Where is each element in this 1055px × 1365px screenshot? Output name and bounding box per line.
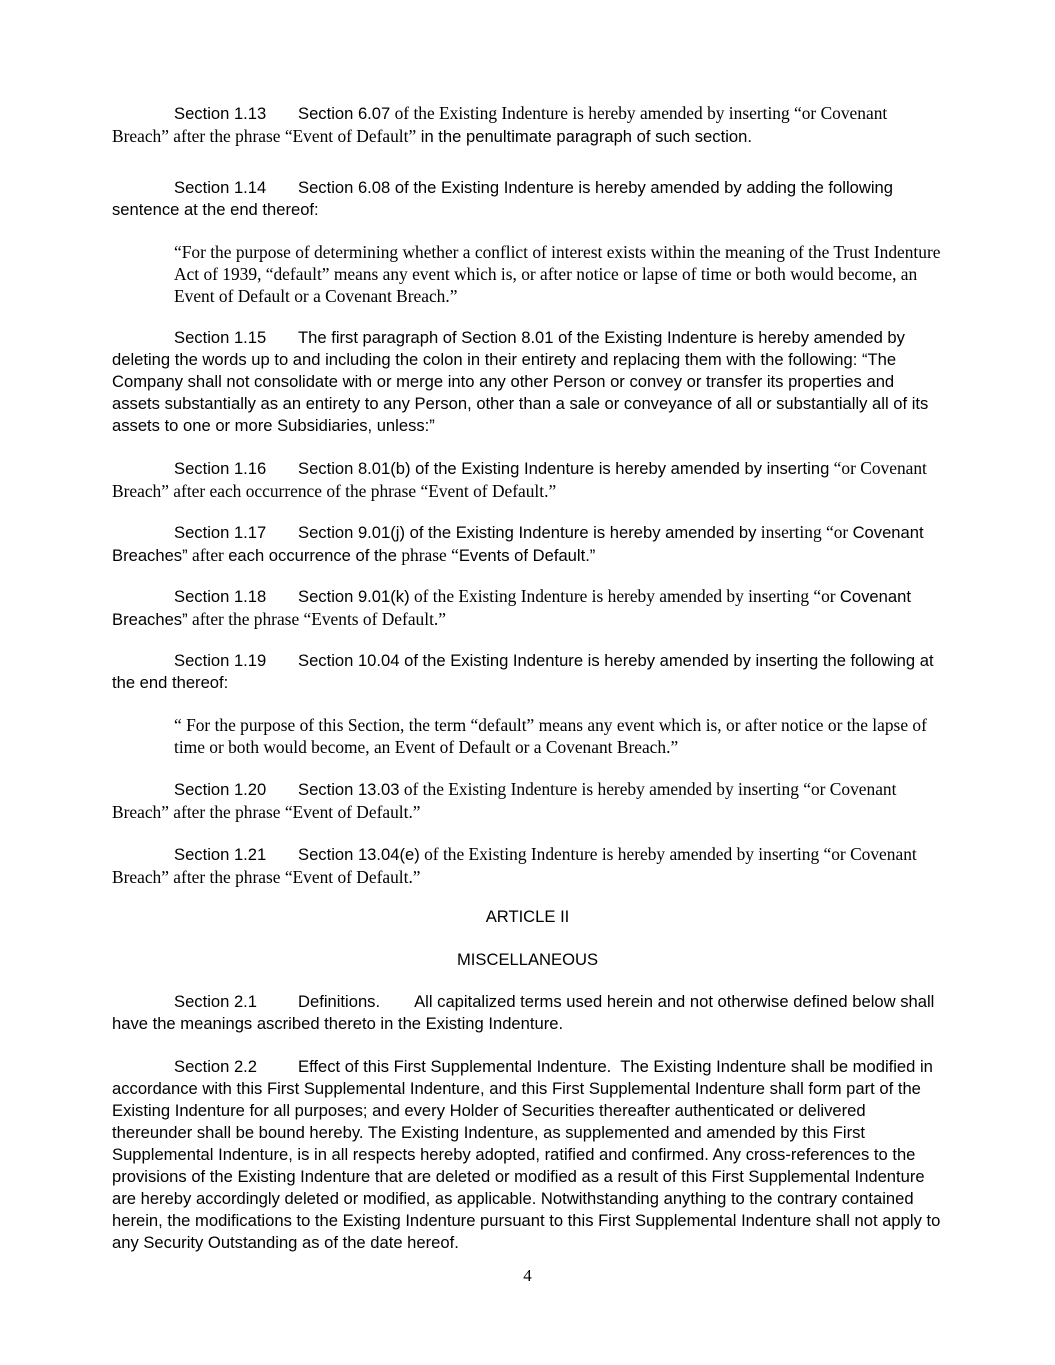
section-number: Section 1.18 bbox=[174, 587, 267, 606]
section-1-18 bbox=[112, 585, 944, 631]
section-title: Effect of this First Supplemental Indenture. bbox=[298, 1057, 612, 1076]
quote-1-19: “ For the purpose of this Section, the term “default” means any event which is, or after notice or the lapse of time or both would become, an Event of Default or a Covenant Breach.” bbox=[174, 715, 927, 757]
section-1-19 bbox=[112, 650, 944, 694]
section-2-2 bbox=[112, 1056, 944, 1254]
section-text: Section 10.04 of the Existing Indenture is hereby amended by inserting the following at the end thereof: bbox=[112, 651, 934, 692]
section-text: Section 9.01(k) bbox=[298, 587, 410, 606]
section-text: phrase “ bbox=[397, 545, 459, 565]
section-text: Covenant Breaches” bbox=[112, 523, 924, 565]
section-text: of the Existing Indenture is hereby amended by inserting “or Covenant Breach” after the phrase “Event of Default” bbox=[112, 103, 888, 146]
article-subtitle: MISCELLANEOUS bbox=[456, 950, 599, 969]
section-text: “or Covenant Breach” after each occurrence of the phrase “Event of Default.” bbox=[112, 458, 927, 501]
section-number: Section 1.15 bbox=[174, 328, 267, 347]
section-1-17 bbox=[112, 521, 944, 567]
section-text: in the penultimate paragraph of such section. bbox=[416, 127, 752, 146]
section-title: Definitions. bbox=[298, 992, 381, 1011]
section-1-15 bbox=[112, 327, 944, 437]
section-number: Section 1.21 bbox=[174, 845, 267, 864]
section-text: Section 8.01(b) of the Existing Indenture is hereby amended by inserting bbox=[298, 459, 830, 478]
section-text: each occurrence of the bbox=[228, 546, 398, 565]
section-text: of the Existing Indenture is hereby amended by inserting “or Covenant Breach” after the phrase “Event of Default.” bbox=[112, 844, 917, 887]
section-1-14 bbox=[112, 177, 944, 221]
section-text: Section 9.01(j) of the Existing Indenture is hereby amended by bbox=[298, 523, 757, 542]
section-text: after bbox=[187, 545, 229, 565]
section-text: The Existing Indenture shall be modified in accordance with this First Supplemental Indenture, and this First Supplemental Indenture shall form part of the Existing Indenture for all purposes; and every Holder of Securities thereafter authenticated or delivered thereunder shall be bound hereby. The Existing Indenture, as supplemented and amended by this First Supplemental Indenture, is in all respects hereby adopted, ratified and confirmed. Any cross-references to the provisions of the Existing Indenture that are deleted or modified as a result of this First Supplemental Indenture are hereby accordingly deleted or modified, as applicable. Notwithstanding anything to the contrary contained herein, the modifications to the Existing Indenture pursuant to this First Supplemental Indenture shall not apply to any Security Outstanding as of the date hereof. bbox=[112, 1057, 941, 1252]
section-number: Section 1.14 bbox=[174, 178, 267, 197]
section-text: Covenant Breaches” bbox=[112, 587, 911, 629]
section-text: inserting “or bbox=[756, 522, 853, 542]
section-text: All capitalized terms used herein and not otherwise defined below shall have the meanings ascribed thereto in the Existing Indenture. bbox=[112, 992, 935, 1033]
section-number: Section 1.19 bbox=[174, 651, 267, 670]
section-text: Section 6.08 of the Existing Indenture is hereby amended by adding the following sentence at the end thereof: bbox=[112, 178, 894, 219]
section-text: Section 13.04(e) bbox=[298, 845, 420, 864]
section-1-20 bbox=[112, 778, 944, 824]
section-text: of the Existing Indenture is hereby amended by inserting “or bbox=[409, 586, 840, 606]
section-1-21 bbox=[112, 843, 944, 889]
section-number: Section 1.16 bbox=[174, 459, 267, 478]
section-2-1 bbox=[112, 991, 944, 1035]
page-number: 4 bbox=[523, 1266, 532, 1285]
section-1-16 bbox=[112, 457, 944, 503]
section-number: Section 2.2 bbox=[174, 1057, 258, 1076]
section-number: Section 2.1 bbox=[174, 992, 258, 1011]
section-1-13 bbox=[112, 102, 944, 148]
section-text: Section 6.07 bbox=[298, 104, 391, 123]
section-number: Section 1.13 bbox=[174, 104, 267, 123]
section-number: Section 1.20 bbox=[174, 780, 267, 799]
section-number: Section 1.17 bbox=[174, 523, 267, 542]
quote-1-14: “For the purpose of determining whether a conflict of interest exists within the meaning of the Trust Indenture Act of 1939, “default” means any event which is, or after notice or lapse of time or both would become, an Event of Default or a Covenant Breach.” bbox=[174, 242, 941, 306]
section-text: Section 13.03 bbox=[298, 780, 400, 799]
section-text: Events of Default.” bbox=[458, 546, 596, 565]
section-text: after the phrase “Events of Default.” bbox=[187, 609, 446, 629]
article-title: ARTICLE II bbox=[485, 907, 570, 926]
section-text: of the Existing Indenture is hereby amended by inserting “or Covenant Breach” after the phrase “Event of Default.” bbox=[112, 779, 897, 822]
section-text: The first paragraph of Section 8.01 of the Existing Indenture is hereby amended by deleting the words up to and including the colon in their entirety and replacing them with the following: “The Company shall not consolidate with or merge into any other Person or convey or transfer its properties and assets substantially as an entirety to any Person, other than a sale or conveyance of all or substantially all of its assets to one or more Subsidiaries, unless:” bbox=[112, 328, 929, 435]
